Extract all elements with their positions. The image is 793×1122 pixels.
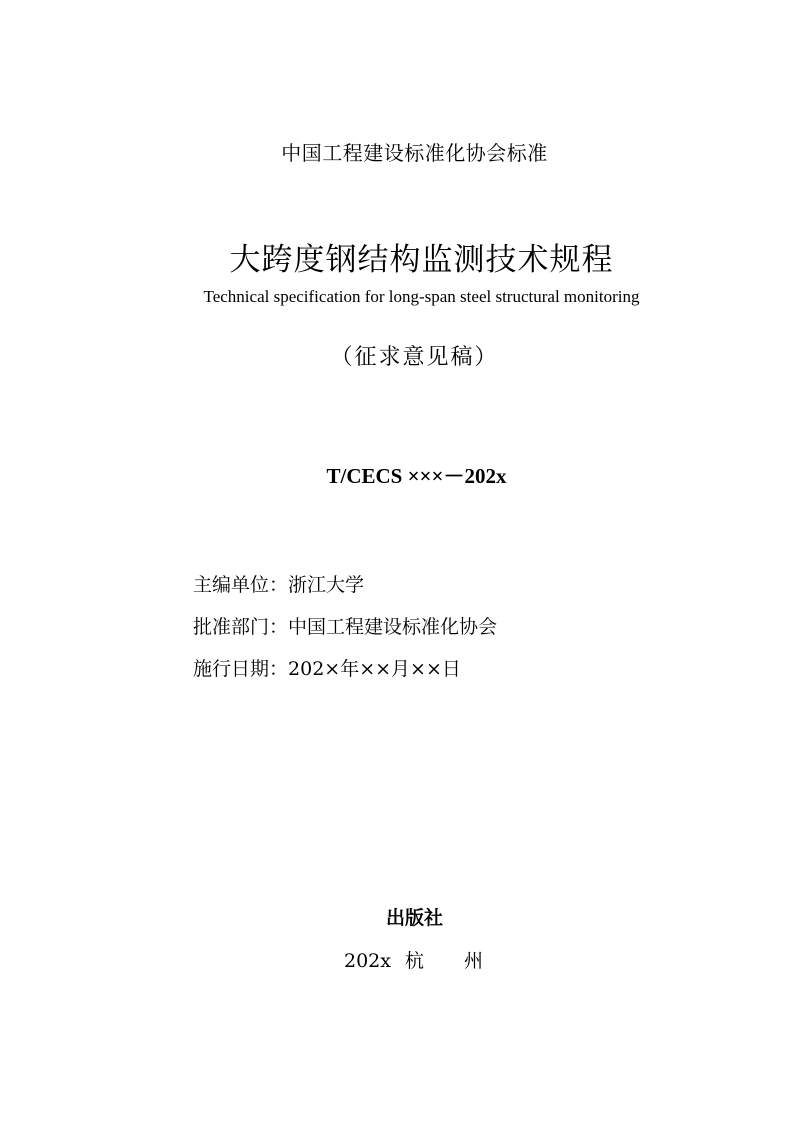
publication-city-char: 杭: [404, 950, 424, 972]
meta-label: 批准部门：: [193, 616, 289, 638]
publisher-name: 出版社: [385, 907, 443, 929]
meta-value: 浙江大学: [288, 574, 365, 596]
meta-value: 中国工程建设标准化协会: [288, 616, 498, 638]
meta-label: 主编单位：: [193, 574, 289, 596]
document-title-cn: 大跨度钢结构监测技术规程: [229, 242, 614, 278]
standard-code: T/CECS ×××－202x: [326, 464, 507, 488]
meta-effective-date: [193, 654, 461, 681]
publication-city-char: 州: [464, 950, 484, 972]
publication-year: 202x: [344, 950, 391, 972]
meta-label: 施行日期：: [193, 658, 289, 680]
meta-approval-department: [193, 612, 497, 639]
meta-editor-unit: [193, 570, 364, 597]
meta-value: 202×年××月××日: [288, 658, 461, 680]
publication-line: [344, 946, 483, 973]
draft-status-note: （征求意见稿）: [330, 345, 499, 370]
document-title-en: Technical specification for long-span steel structural monitoring: [203, 287, 640, 306]
series-title: 中国工程建设标准化协会标准: [281, 141, 548, 165]
